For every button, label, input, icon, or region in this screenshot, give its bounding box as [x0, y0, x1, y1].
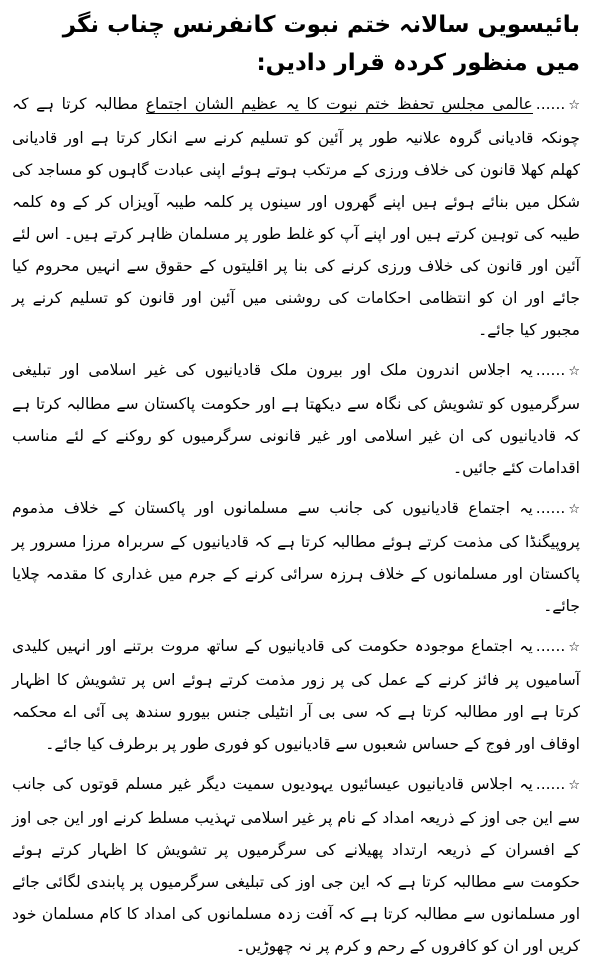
- resolution-5: [12, 768, 580, 962]
- ellipsis: ......: [535, 361, 566, 379]
- ellipsis: ......: [535, 637, 566, 655]
- resolution-4: [12, 630, 580, 760]
- resolution-text: یہ اجلاس قادیانیوں عیسائیوں یہودیوں سمیت دیگر غیر مسلم قوتوں کی جانب سے این جی اوز کے ذریعہ امداد کے نام پر غیر اسلامی تہذیب مسلط کرنے اور این جی اوز کے افسران کے ذریعہ ارتداد پھیلانے کی سرگرمیوں پر تشویش کا اظہار کرتے ہوئے حکومت سے مطالبہ کرتا ہے کہ این جی اوز کی تبلیغی سرگرمیوں پر پابندی لگائی جائے اور مسلمانوں سے مطالبہ کرتا ہے کہ آفت زدہ مسلمانوں کی امداد کا کام مسلمان خود کریں اور ان کو کافروں کے رحم و کرم پر نہ چھوڑیں۔: [12, 775, 580, 955]
- star-icon: ☆: [568, 364, 580, 379]
- resolution-text: یہ اجتماع موجودہ حکومت کی قادیانیوں کے ساتھ مروت برتنے اور انہیں کلیدی آسامیوں پر فائز کرنے کے عمل کی پر زور مذمت کرتے ہوئے اس پر تشویش کا اظہار کرتا ہے اور مطالبہ کرتا ہے کہ سی بی آر انٹیلی جنس بیورو سندھ پی آئی اے محکمہ اوقاف اور فوج کے حساس شعبوں سے قادیانیوں کو فوری طور پر برطرف کیا جائے۔: [12, 637, 580, 753]
- star-icon: ☆: [568, 502, 580, 517]
- star-icon: ☆: [568, 778, 580, 793]
- resolution-text: مطالبہ کرتا ہے کہ چونکہ قادیانی گروہ علانیہ طور پر آئین کو تسلیم کرنے سے انکار کرتا ہے اور قادیانی کھلم کھلا قانون کی خلاف ورزی کے مرتکب ہوتے ہوئے اپنی عبادت گاہوں کو مساجد کی شکل میں بنائے ہوئے ہیں اپنے گھروں اور سینوں پر کلمہ طیبہ آویزاں کر کے وہ کلمہ طیبہ کی توہین کرتے ہیں اور اپنے آپ کو غلط طور پر مسلمان ظاہر کرتے ہیں۔ اس لئے آئین اور قانون کی خلاف ورزی کرنے کی بنا پر اقلیتوں کے حقوق سے انہیں محروم کیا جائے اور ان کو انتظامی احکامات کی روشنی میں آئین اور قانون کو تسلیم کرنے پر مجبور کیا جائے۔: [12, 95, 580, 339]
- star-icon: ☆: [568, 640, 580, 655]
- resolution-1: [12, 88, 580, 346]
- ellipsis: ......: [535, 95, 566, 113]
- ellipsis: ......: [535, 775, 566, 793]
- ellipsis: ......: [535, 499, 566, 517]
- resolution-lead: عالمی مجلس تحفظ ختم نبوت کا یہ عظیم الشان اجتماع: [145, 95, 533, 113]
- resolution-text: یہ اجتماع قادیانیوں کی جانب سے مسلمانوں اور پاکستان کے خلاف مذموم پروپیگنڈا کی مذمت کرتے ہوئے مطالبہ کرتا ہے کہ قادیانیوں کے سربراہ مرزا مسرور پر پاکستان اور مسلمانوں کے خلاف ہرزہ سرائی کرنے کے جرم میں غداری کا مقدمہ چلایا جائے۔: [12, 499, 580, 615]
- resolution-text: یہ اجلاس اندرون ملک اور بیرون ملک قادیانیوں کی غیر اسلامی اور تبلیغی سرگرمیوں کو تشویش کی نگاہ سے دیکھتا ہے اور حکومت پاکستان سے مطالبہ کرتا ہے کہ قادیانیوں کی ان غیر اسلامی اور غیر قانونی سرگرمیوں کو روکنے کے لئے مناسب اقدامات کئے جائیں۔: [12, 361, 580, 477]
- page-title: بائیسویں سالانہ ختم نبوت کانفرنس چناب نگر میں منظور کردہ قرار دادیں:: [62, 12, 580, 76]
- resolution-2: [12, 354, 580, 484]
- star-icon: ☆: [568, 98, 580, 113]
- resolution-3: [12, 492, 580, 622]
